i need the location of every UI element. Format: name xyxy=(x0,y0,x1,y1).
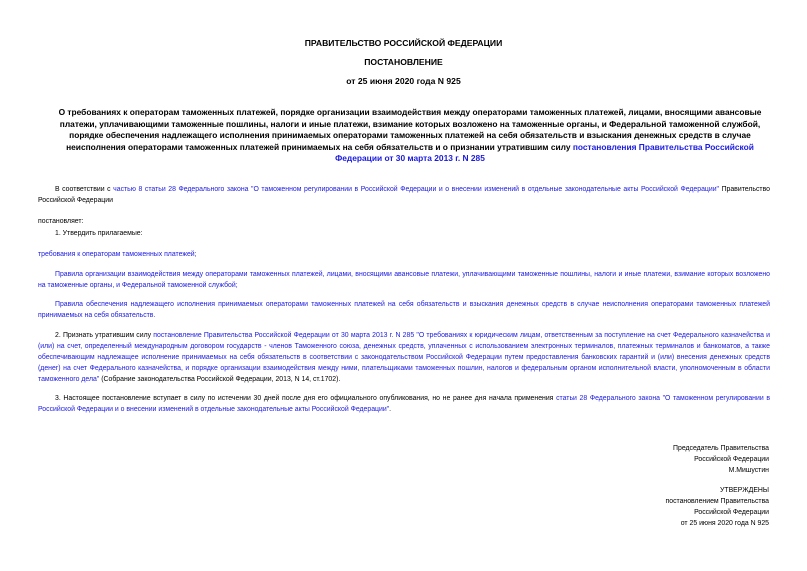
approval-heading: УТВЕРЖДЕНЫ xyxy=(720,487,769,494)
preamble-law-link[interactable]: частью 8 статьи 28 Федерального закона "О таможенном регулировании в Российской Федерации и о внесении изменений в отдельные законодательные акты Российской Федерации" xyxy=(113,186,719,193)
approval-country: Российской Федерации xyxy=(694,508,769,516)
government-heading: ПРАВИТЕЛЬСТВО РОССИЙСКОЙ ФЕДЕРАЦИИ xyxy=(304,38,503,48)
approved-obligation-rules-link[interactable]: Правила обеспечения надлежащего исполнения принимаемых операторами таможенных платежей на себя обязательств и взыскания денежных средств в случае неисполнения операторами таможенных платежей принимаемых на себя обязательств. xyxy=(38,301,770,319)
preamble-text-end: Правительство Российской Федерации xyxy=(38,186,770,204)
document-date-number: от 25 июня 2020 года N 925 xyxy=(346,76,461,86)
document-type-heading: ПОСТАНОВЛЕНИЕ xyxy=(364,57,443,67)
item-3-law-link[interactable]: статьи 28 Федерального закона "О таможенном регулировании в Российской Федерации и о внесении изменений в отдельные законодательные акты Российской Федерации" xyxy=(38,395,771,413)
item-3-text: 3. Настоящее постановление вступает в силу по истечении 30 дней после дня его официального опубликования, но не ранее дня начала применения xyxy=(55,395,557,402)
item-3 xyxy=(38,394,770,416)
signature-position: Председатель Правительства xyxy=(673,445,769,452)
item-2-text: 2. Признать утратившим силу xyxy=(55,332,154,339)
approved-interaction-rules-link[interactable]: Правила организации взаимодействия между операторами таможенных платежей, лицами, вносящими авансовые платежи, уплачивающими таможенные пошлины, налоги и иные платежи, взимание которых возложено на таможенные органы, и Федеральной таможенной службой; xyxy=(38,271,770,289)
signature-country: Российской Федерации xyxy=(694,455,769,463)
document-title xyxy=(50,107,770,165)
preamble-paragraph xyxy=(38,185,770,207)
decrees-line: постановляет: xyxy=(38,218,84,225)
title-link[interactable]: постановления Правительства Российской Федерации от 30 марта 2013 г. N 285 xyxy=(335,141,754,164)
item-1: 1. Утвердить прилагаемые: xyxy=(55,230,143,237)
approved-requirements-link[interactable]: требования к операторам таможенных платежей; xyxy=(38,251,197,258)
item-2 xyxy=(38,331,770,386)
approval-date: от 25 июня 2020 года N 925 xyxy=(680,519,769,527)
approval-stamp xyxy=(666,486,770,530)
item-2-source: (Собрание законодательства Российской Федерации, 2013, N 14, ст.1702). xyxy=(99,375,341,383)
item-3-end: . xyxy=(389,405,392,413)
signature-name: М.Мишустин xyxy=(728,466,769,474)
signature-block xyxy=(673,444,769,477)
approval-by: постановлением Правительства xyxy=(665,497,769,505)
title-text: О требованиях к операторам таможенных платежей, порядке организации взаимодействия между операторами таможенных платежей, лицами, вносящими авансовые платежи, уплачивающими таможенные пошлины, налоги и иные платежи, взимание которых возложено на таможенные органы, и Федеральной таможенной службой, порядке обеспечения надлежащего исполнения принимаемых операторами таможенных платежей на себя обязательств и взыскания денежных средств в случае неисполнения операторами таможенных платежей принимаемых на себя обязательств и о признании утратившим силу xyxy=(58,107,762,152)
item-2-resolution-link[interactable]: постановление Правительства Российской Федерации от 30 марта 2013 г. N 285 "О требованиях к юридическим лицам, ответственным за поступление на счет Федерального казначейства и (или) на счет, определенный международным договором государств - членов Таможенного союза, денежных средств, уплаченных с использованием электронных терминалов, платежных терминалов и банкоматов, а также обеспечивающим надлежащее исполнение принимаемых на себя обязательств в соответствии с законодательством Российской Федерации путем предоставления банковских гарантий и (или) внесения денежных средств (денег) на счет Федерального казначейства, и порядке организации взаимодействия между ними, плательщиками таможенных пошлин, налогов и федеральным органом исполнительной власти, уполномоченным в области таможенного дела" xyxy=(38,332,770,383)
preamble-text: В соответствии с xyxy=(55,186,114,193)
